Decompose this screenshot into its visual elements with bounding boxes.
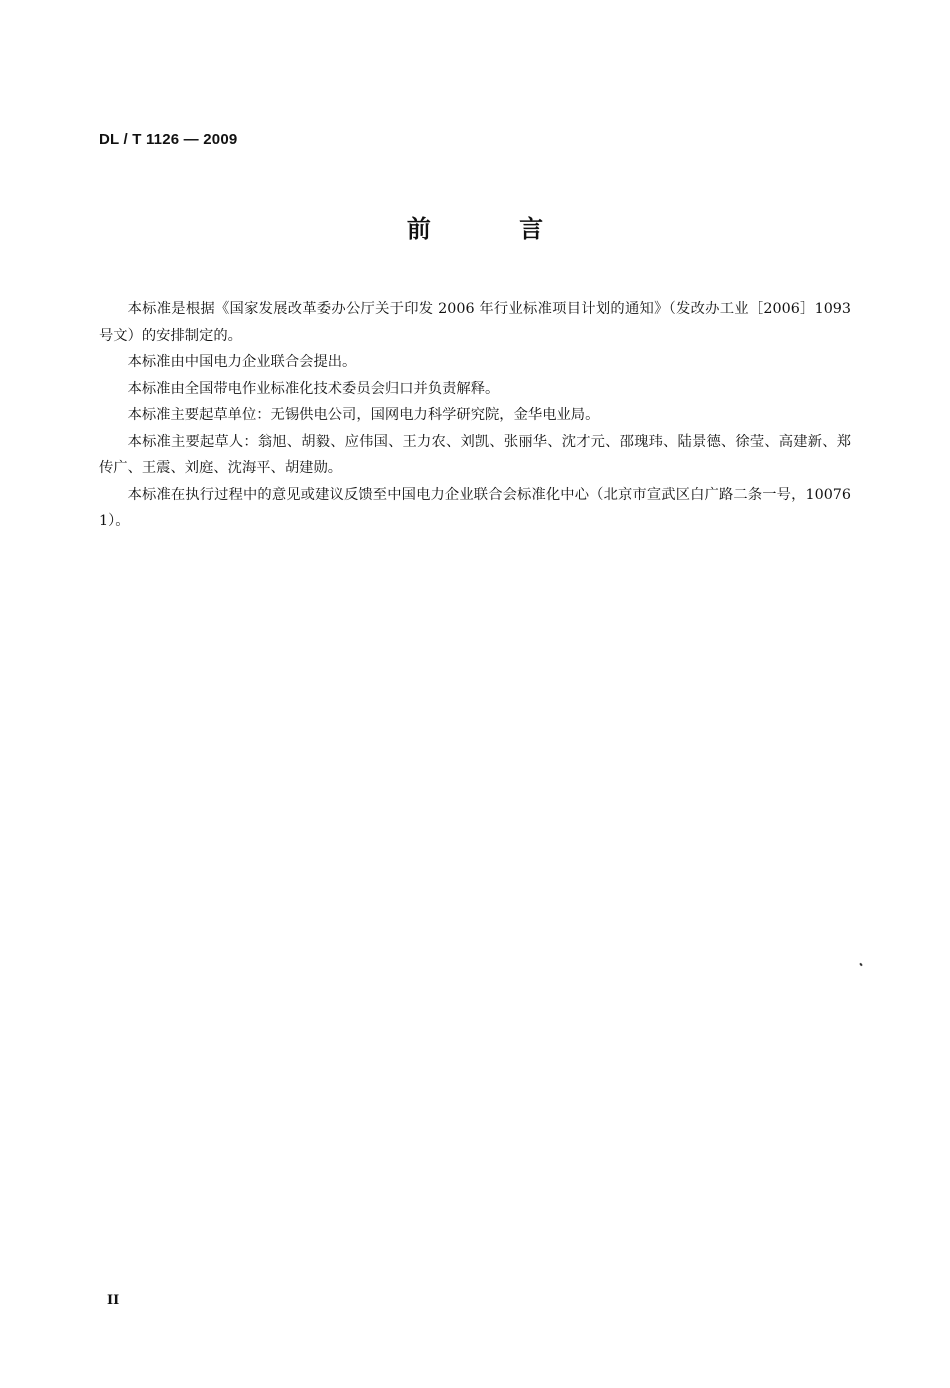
scan-speck xyxy=(859,963,862,967)
page-title: 前 言 xyxy=(406,215,584,243)
paragraph-drafting-units: 本标准主要起草单位：无锡供电公司，国网电力科学研究院，金华电业局。 xyxy=(127,407,600,423)
paragraph-drafters: 本标准主要起草人：翁旭、胡毅、应伟国、王力农、刘凯、张丽华、沈才元、邵瑰玮、陆景德、徐莹、高建新、郑传广、王震、刘庭、沈海平、胡建勋。 xyxy=(99,433,851,476)
paragraph-feedback: 本标准在执行过程中的意见或建议反馈至中国电力企业联合会标准化中心（北京市宣武区白广路二条一号，100761）。 xyxy=(99,486,851,529)
standard-code: DL / T 1126 — 2009 xyxy=(99,131,238,148)
paragraph-proposer: 本标准由中国电力企业联合会提出。 xyxy=(127,354,357,370)
paragraph-plan-basis: 本标准是根据《国家发展改革委办公厅关于印发 2006 年行业标准项目计划的通知》（发改办工业［2006］1093 号文）的安排制定的。 xyxy=(99,301,851,344)
foreword-body xyxy=(99,296,851,535)
page-number: II xyxy=(107,1293,120,1308)
paragraph-responsible-committee: 本标准由全国带电作业标准化技术委员会归口并负责解释。 xyxy=(127,380,500,397)
